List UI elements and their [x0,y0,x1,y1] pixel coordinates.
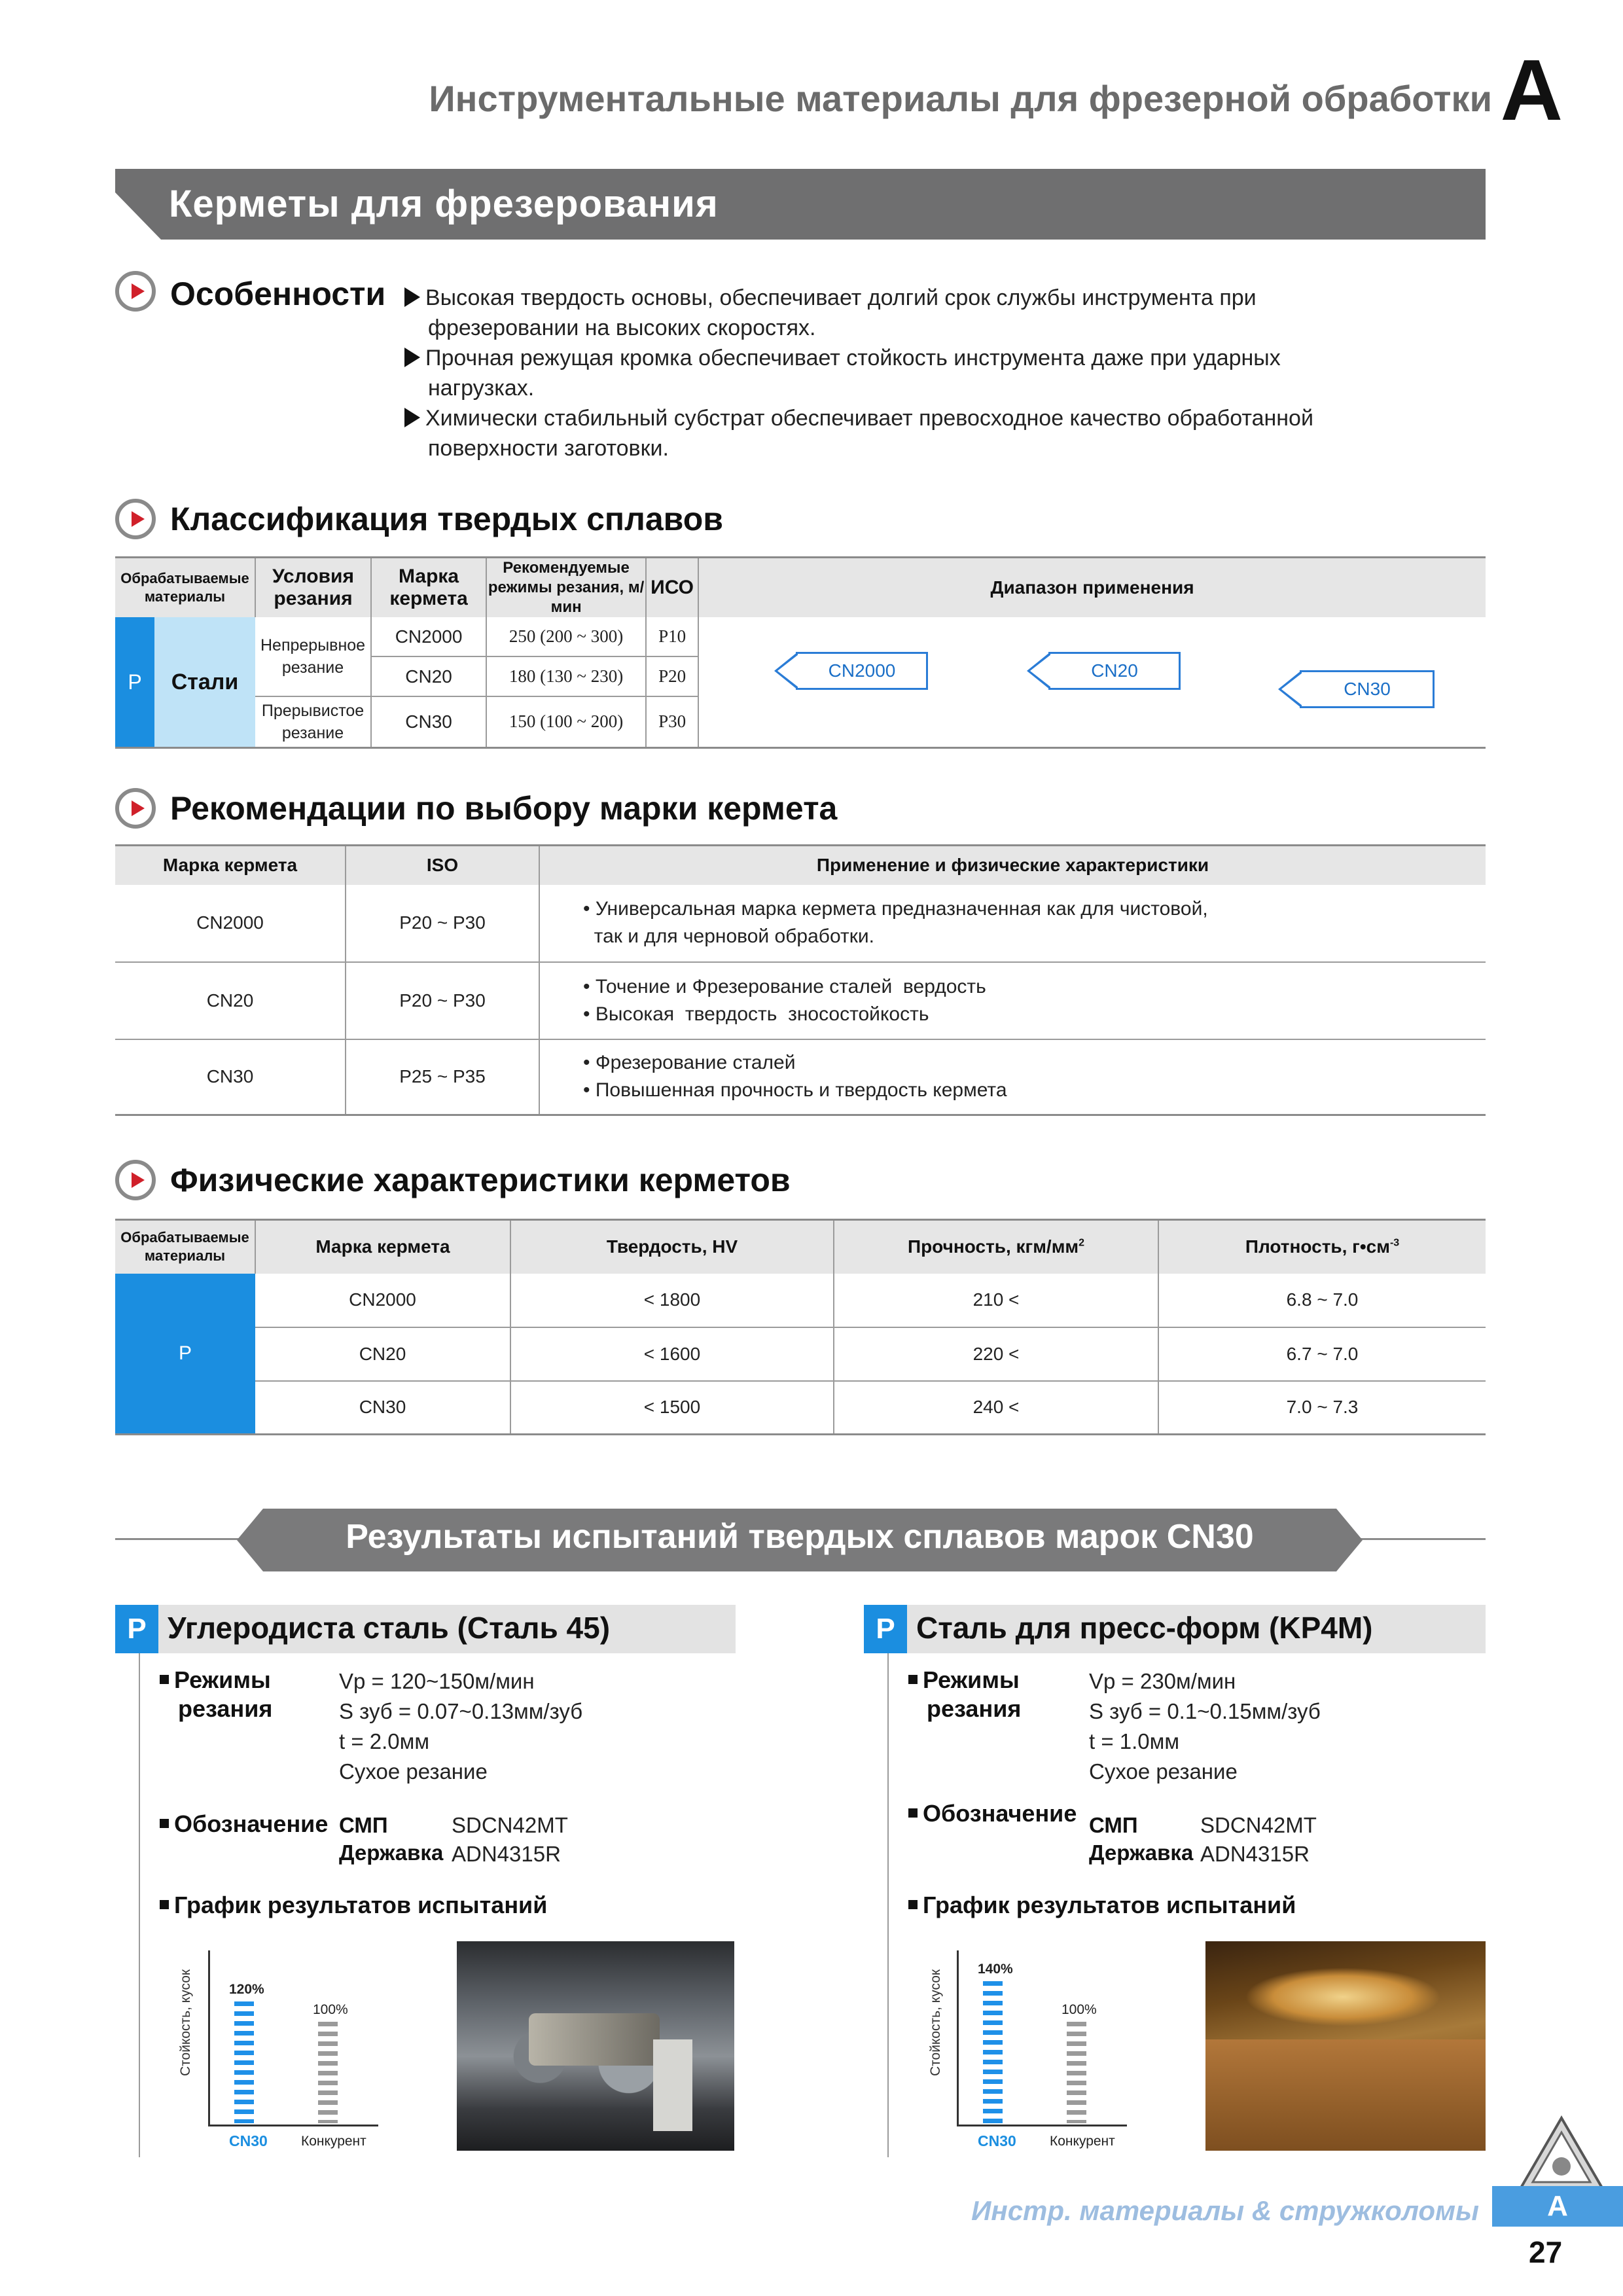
header-conditions: Условия резания [255,558,371,618]
right-modes-values: Vp = 230м/мин S зуб = 0.1~0.15мм/зуб t = 1.0мм Сухое резание [1089,1669,1321,1784]
left-chart-x-axis [208,2125,378,2126]
recommendations-title: Рекомендации по выбору марки кермета [170,790,838,827]
square-bullet-icon [160,1675,169,1684]
chart-bar-label: 100% [313,2002,348,2017]
range-bar-cn2000: CN2000 [796,652,928,690]
left-chart-label: График результатов испытаний [160,1892,547,1919]
milling-machine-photo [457,1941,734,2151]
triangle-bullet-icon [404,408,420,427]
strength-cell: 210 < [834,1274,1158,1327]
footer-section-letter: A [1492,2186,1623,2227]
application-cell: • Универсальная марка кермета предназначенная как для чистовой, так и для черновой обработки. [539,885,1486,962]
iso-cell: P20 [646,656,698,696]
play-icon [115,1160,156,1200]
left-column-rule [139,1653,140,2157]
header-application: Применение и физические характеристики [816,855,1209,876]
right-designation-label: Обозначение [908,1800,1077,1827]
chart-bar-cn30 [234,2001,254,2123]
cond-interrupted: Прерывистое резание [255,696,371,748]
features-list: Высокая твердость основы, обеспечивает долгий срок службы инструмента при фрезеровании на высоких скоростях. Прочная режущая кромка обеспечивает стойкость инструмента даже при ударных нагрузках. Химически стабильный субстрат обеспечивает превосходное качество обработанной поверхности заготовки. [404,283,1425,463]
speed-cell: 180 (130 ~ 230) [486,656,646,696]
chart-bar-competitor [318,2022,338,2123]
left-chart-xlabel-cn30: CN30 [229,2132,268,2149]
header-grade: Марка кермета [371,558,486,618]
right-material-code: P [864,1605,907,1653]
material-code: P [115,1274,255,1435]
left-holder-label: Державка [339,1840,444,1865]
feature-item: Химически стабильный субстрат обеспечивает превосходное качество обработанной [404,403,1425,433]
left-modes-label: Режимы [160,1666,271,1694]
results-title: Результаты испытаний твердых сплавов марок CN30 [346,1518,1254,1556]
right-holder-value: ADN4315R [1200,1842,1310,1866]
iso-cell: P30 [646,696,698,748]
chart-bar-label: 140% [978,1962,1013,1977]
page-number: 27 [1529,2235,1563,2269]
iso-cell: P20 ~ P30 [346,885,539,962]
grade-cell: CN2000 [371,617,486,656]
grade-cell: CN30 [115,1039,346,1115]
right-chart-ylabel: Стойкость, кусок [928,1969,943,2076]
chart-bar-label: 100% [1061,2002,1097,2017]
right-chart-xlabel-competitor: Конкурент [1050,2134,1115,2149]
square-bullet-icon [160,1819,169,1828]
left-chart-ylabel: Стойкость, кусок [178,1969,193,2076]
left-designation-label: Обозначение [160,1810,328,1838]
grade-cell: CN20 [371,656,486,696]
band-title: Керметы для фрезерования [169,183,719,225]
grade-cell: CN2000 [255,1274,510,1327]
mold-steel-photo [1205,1941,1486,2151]
recommendations-table [115,844,1486,1116]
square-bullet-icon [908,1675,918,1684]
grade-cell: CN30 [255,1381,510,1435]
square-bullet-icon [160,1900,169,1909]
density-cell: 7.0 ~ 7.3 [1286,1397,1359,1418]
header-material: Обрабатываемые материалы [115,1220,255,1274]
play-icon [115,788,156,829]
right-holder-label: Державка [1089,1840,1194,1865]
right-chart-x-axis [957,2125,1127,2126]
right-smp-value: SDCN42MT [1200,1813,1317,1837]
feature-item: Высокая твердость основы, обеспечивает долгий срок службы инструмента при [404,283,1425,313]
chart-bar-competitor [1067,2022,1086,2123]
header-strength: Прочность, кгм/$мм^2$ [834,1220,1158,1274]
header-material: Обрабатываемые материалы [115,558,255,618]
right-modes-label-2: резания [927,1695,1022,1722]
right-chart-y-axis [957,1950,959,2126]
right-smp-label: СМП [1089,1813,1138,1837]
header-density: Плотность, $г•см^{-3}$ [1245,1236,1400,1257]
footer-text: Инстр. материалы & стружколомы [971,2195,1479,2226]
chart-bar-label: 120% [229,1982,264,1997]
left-smp-label: СМП [339,1813,388,1837]
grade-cell: CN20 [115,962,346,1039]
triangle-bullet-icon [404,348,420,367]
grade-cell: CN20 [255,1327,510,1381]
play-icon [115,499,156,539]
strength-cell: 220 < [834,1327,1158,1381]
grade-cell: CN30 [371,696,486,748]
header-iso: ИСО [646,558,698,618]
features-title: Особенности [170,276,386,312]
right-chart-label: График результатов испытаний [908,1892,1296,1919]
density-cell: 6.8 ~ 7.0 [1158,1274,1486,1327]
header-range: Диапазон применения [990,577,1194,598]
header-grade: Марка кермета [255,1220,510,1274]
material-code: P [128,670,142,694]
left-chart-y-axis [208,1950,210,2126]
hardness-cell: < 1500 [510,1381,834,1435]
speed-cell: 150 (100 ~ 200) [486,696,646,748]
material-cell [115,617,255,748]
range-bar-cn20: CN20 [1048,652,1181,690]
feature-item: Прочная режущая кромка обеспечивает стойкость инструмента даже при ударных [404,343,1425,373]
left-test-title: Углеродиста сталь (Сталь 45) [168,1611,611,1645]
play-icon [115,271,156,312]
physical-title: Физические характеристики керметов [170,1162,791,1198]
left-chart-xlabel-competitor: Конкурент [301,2134,366,2149]
material-name: Стали [154,617,255,747]
header-iso: ISO [346,846,539,885]
square-bullet-icon [908,1900,918,1909]
square-bullet-icon [908,1808,918,1818]
application-cell: • Точение и Фрезерование сталей вердость • Высокая твердость зносостойкость [539,962,1486,1039]
hardness-cell: < 1600 [510,1327,834,1381]
density-cell: 6.7 ~ 7.0 [1158,1327,1486,1381]
hardness-cell: < 1800 [510,1274,834,1327]
speed-cell: 250 (200 ~ 300) [486,617,646,656]
left-holder-value: ADN4315R [452,1842,561,1866]
left-modes-label-2: резания [178,1695,273,1722]
iso-cell: P20 ~ P30 [346,962,539,1039]
right-modes-label: Режимы [908,1666,1020,1694]
classification-title: Классификация твердых сплавов [170,501,724,537]
grade-cell: CN2000 [115,885,346,962]
insert-logo-icon [1517,2115,1606,2194]
left-modes-values: Vp = 120~150м/мин S зуб = 0.07~0.13мм/зуб t = 2.0мм Сухое резание [339,1669,583,1784]
range-bar-cn30: CN30 [1300,670,1435,708]
header-modes: Рекомендуемые режимы резания, м/мин [486,558,646,618]
iso-cell: P25 ~ P35 [346,1039,539,1115]
right-test-title: Сталь для пресс-форм (KP4M) [916,1611,1373,1645]
right-column-rule [887,1653,889,2157]
left-material-code: P [115,1605,158,1653]
header-grade: Марка кермета [115,846,346,885]
strength-cell: 240 < [834,1381,1158,1435]
physical-table [115,1219,1486,1435]
application-cell: • Фрезерование сталей • Повышенная прочность и твердость кермета [583,1052,1007,1102]
header-hardness: Твердость, HV [510,1220,834,1274]
page-header-title: Инструментальные материалы для фрезерной обработки [429,78,1492,119]
triangle-bullet-icon [404,287,420,307]
iso-cell: P10 [646,617,698,656]
right-chart-xlabel-cn30: CN30 [978,2132,1016,2149]
chart-bar-cn30 [983,1981,1003,2123]
section-letter: A [1500,42,1563,138]
left-smp-value: SDCN42MT [452,1813,568,1837]
cond-continuous: Непрерывное резание [255,617,371,696]
